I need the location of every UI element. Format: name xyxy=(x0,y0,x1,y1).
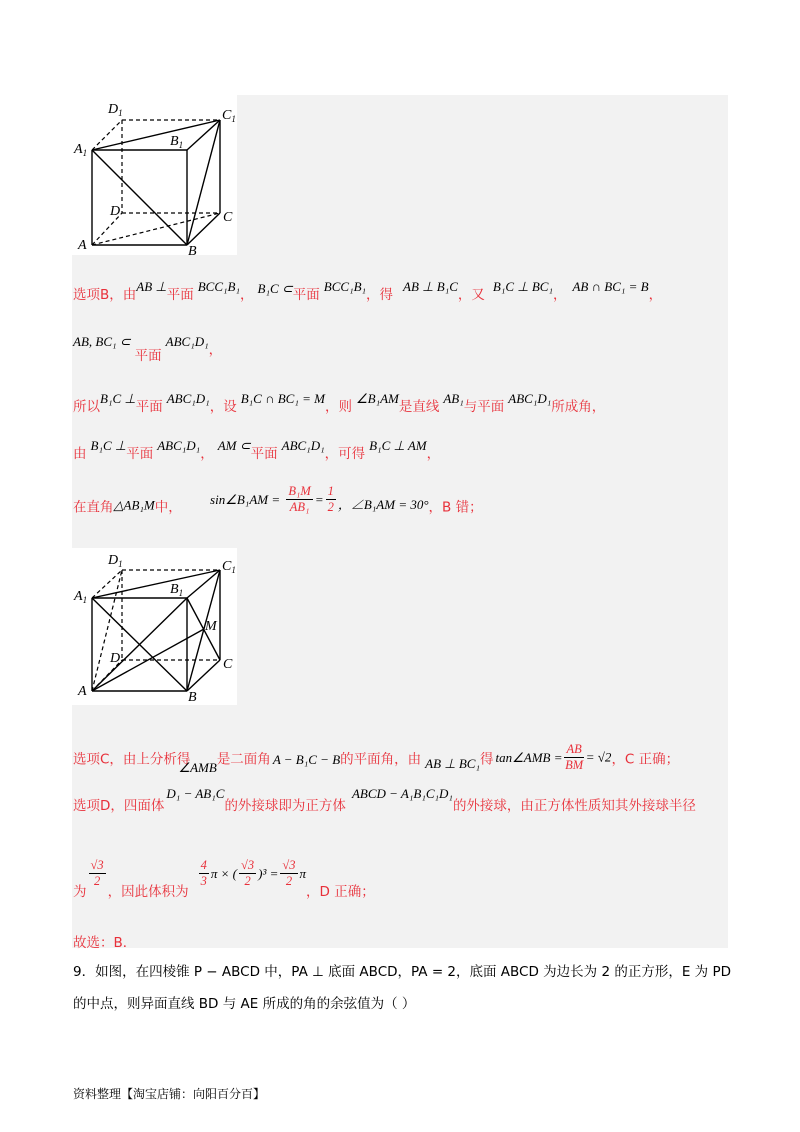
edge xyxy=(92,570,220,598)
solution-line-3: 所以B₁C ⊥平面ABC₁D₁，设B₁C ∩ BC₁ = M，则∠B₁AM是直线AB₁与平面ABC₁D₁所成角， xyxy=(73,391,606,415)
solution-line-6: 选项C，由上分析得∠AMB是二面角 A − B₁C − B的平面角，由 AB ⊥ BC₁得 tan∠AMB = $\frac{AB}{BM}$ = √2，C 正确； xyxy=(73,742,680,775)
label-B1: $B_1$ xyxy=(170,582,184,598)
solution-line-4: 由B₁C ⊥平面ABC₁D₁，AM ⊂平面ABC₁D₁，可得B₁C ⊥ AM， xyxy=(73,438,441,462)
label-B1: $B_1$ xyxy=(170,134,184,150)
label-D: D xyxy=(110,651,121,666)
label-A: A xyxy=(78,684,87,699)
label-C: C xyxy=(223,657,233,672)
page-footer: 资料整理【淘宝店铺：向阳百分百】 xyxy=(73,1087,266,1101)
solution-line-5: 在直角△AB₁M中， sin∠B₁AM = $\frac{\text{B₁M}}{\text{AB₁}}$ = $\frac{1}{2}$ ，∠B₁AM = 30°，B 错； xyxy=(73,484,483,516)
label-C: C xyxy=(223,210,233,225)
hidden-edge xyxy=(92,570,122,691)
edge xyxy=(92,150,187,245)
edge xyxy=(187,120,220,245)
question-9-line-2: 的中点，则异面直线 BD 与 AE 所成的角的余弦值为（ ） xyxy=(73,996,416,1012)
label-M: M xyxy=(205,619,217,634)
label-D1: $D_1$ xyxy=(108,553,123,569)
edge xyxy=(92,120,220,150)
label-D1: $D_1$ xyxy=(108,102,123,118)
edge xyxy=(187,213,220,245)
hidden-edge xyxy=(92,570,122,598)
solution-line-8: 为 $\frac{√3}{2}$ ，因此体积为 $\frac{4}{3}$ π × ( $\frac{√3}{2}$ )³ = $\frac{√3}{2}$ π，D 正确； xyxy=(73,858,375,900)
solution-line-7: 选项D，四面体D₁ − AB₁C的外接球即为正方体ABCD − A₁B₁C₁D₁的外接球，由正方体性质知其外接球半径 xyxy=(73,786,696,814)
question-9-line-1: 9．如图，在四棱锥 P − ABCD 中，PA ⊥ 底面 ABCD，PA = 2，底面 ABCD 为边长为 2 的正方形，E 为 PD xyxy=(73,964,731,980)
label-C1: $C_1$ xyxy=(222,559,236,575)
label-A1: $A_1$ xyxy=(74,589,88,605)
label-D: D xyxy=(110,204,121,219)
label-B: B xyxy=(188,244,197,255)
cube-figure-1 xyxy=(72,95,237,255)
solution-line-1: 选项B，由AB ⊥平面BCC₁B₁， B₁C ⊂平面BCC₁B₁，得AB ⊥ B₁C，又B₁C ⊥ BC₁，AB ∩ BC₁ = B， xyxy=(73,279,663,303)
cube-figure-2 xyxy=(72,548,237,705)
solution-line-9: 故选：B． xyxy=(73,935,137,951)
label-A1: $A_1$ xyxy=(74,142,88,158)
label-A: A xyxy=(78,238,87,253)
hidden-edge xyxy=(92,120,122,150)
label-C1: $C_1$ xyxy=(222,108,236,124)
label-B: B xyxy=(188,690,197,705)
solution-line-2: AB, BC₁ ⊂平面ABC₁D₁， xyxy=(73,334,223,364)
